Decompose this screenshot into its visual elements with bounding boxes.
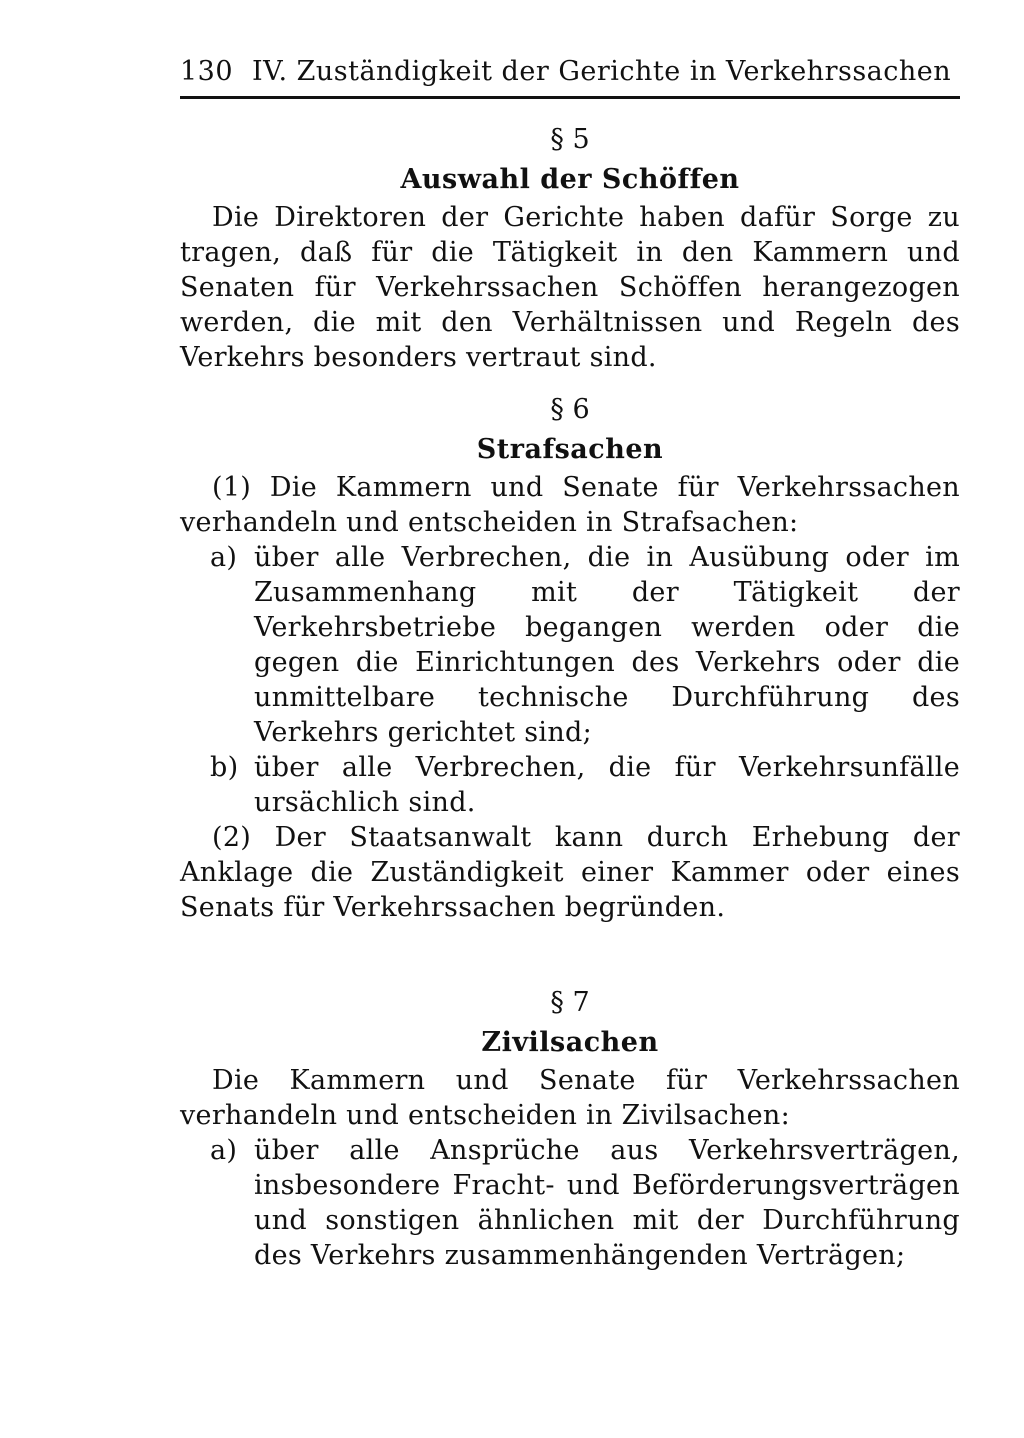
list-item-text: über alle Verbrechen, die in Ausübung oder im Zusammenhang mit der Tätigkeit der Verkehrsbetriebe begangen werden oder die gegen die Einrichtungen des Verkehrs oder die unmittelbare technische Durchführung des Verkehrs gerichtet sind; [254,542,960,748]
section-heading: Auswahl der Schöffen [400,164,740,195]
list-marker: a) [210,542,238,573]
section-heading: Strafsachen [476,434,664,465]
list-item-b [180,750,960,820]
book-page [180,48,960,1271]
list-item-a [180,1133,960,1273]
section-paragraph: Die Direktoren der Gerichte haben dafür Sorge zu tragen, daß für die Tätigkeit in den Kammern und Senaten für Verkehrssachen Schöffen herangezogen werden, die mit den Verhältnissen und Regeln des Verkehrs besonders vertraut sind. [180,202,960,373]
page-number: 130 [180,56,234,87]
section-number: § 7 [550,987,590,1018]
section-heading: Zivilsachen [481,1027,659,1058]
subsection-paragraph-1: (1) Die Kammern und Senate für Verkehrssachen verhandeln und entscheiden in Strafsachen: [180,472,960,538]
running-header [180,48,960,99]
subsection-paragraph-2: (2) Der Staatsanwalt kann durch Erhebung der Anklage die Zuständigkeit einer Kammer oder eines Senats für Verkehrssachen begründen. [180,822,960,923]
chapter-title: IV. Zuständigkeit der Gerichte in Verkehrssachen [252,56,952,87]
section-6 [180,390,960,925]
section-number: § 6 [550,394,590,425]
section-number: § 5 [550,124,590,155]
list-item-a [180,540,960,750]
list-marker: a) [210,1135,238,1166]
section-5 [180,120,960,375]
section-paragraph: Die Kammern und Senate für Verkehrssachen verhandeln und entscheiden in Zivilsachen: [180,1065,960,1131]
list-item-text: über alle Verbrechen, die für Verkehrsunfälle ursächlich sind. [254,752,960,818]
list-item-text: über alle Ansprüche aus Verkehrsverträgen, insbesondere Fracht- und Beförderungsverträgen und sonstigen ähnlichen mit der Durchführung des Verkehrs zusammenhängenden Verträgen; [254,1135,960,1271]
list-marker: b) [210,752,239,783]
section-7 [180,983,960,1273]
